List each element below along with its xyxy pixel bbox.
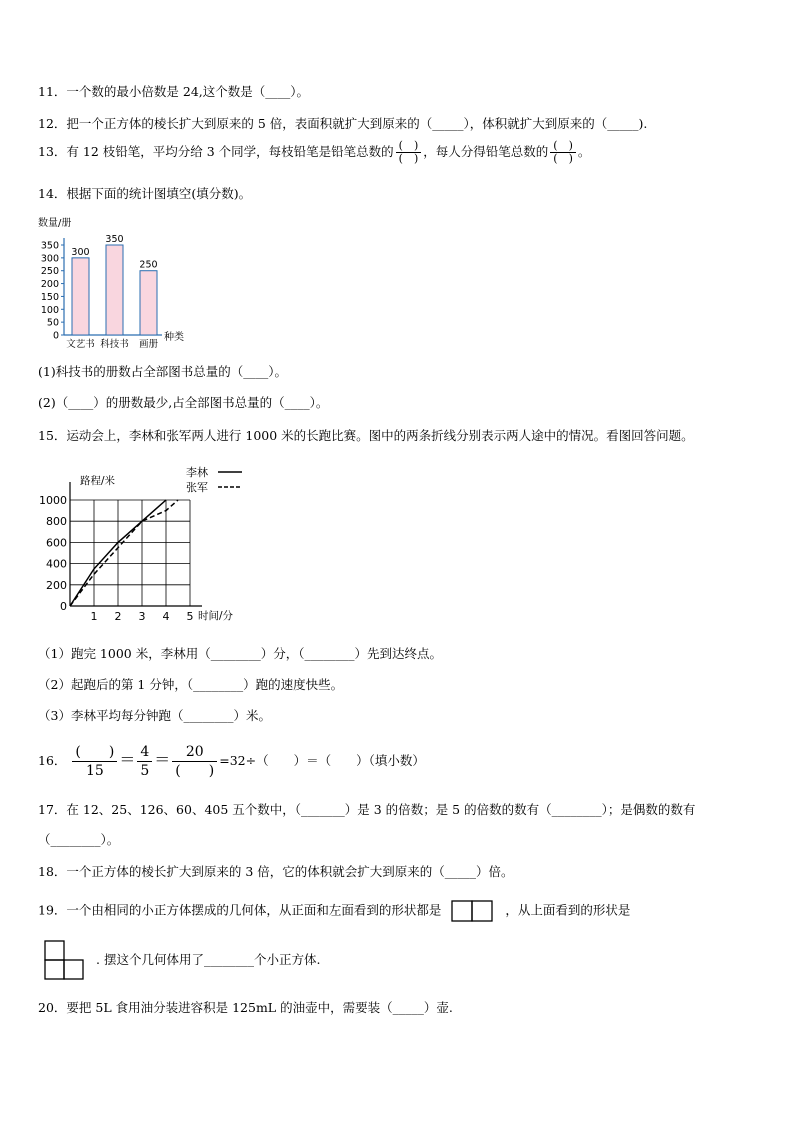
q13-fraction-2: $\frac{( )}{( )}$: [550, 140, 576, 165]
line-chart: [36, 458, 256, 628]
question-15-sub3: （3）李林平均每分钟跑（________）米。: [38, 708, 271, 723]
question-20: 20．要把 5L 食用油分装进容积是 125mL 的油壶中，需要装（_____）壶.: [38, 1000, 453, 1015]
q13-text-a: 13．有 12 枝铅笔，平均分给 3 个同学，每枝铅笔是铅笔总数的: [38, 144, 394, 159]
y-tick-label: 0: [52, 330, 59, 342]
bar-value-label: 250: [139, 259, 158, 271]
x-tick-label: 科技书: [100, 339, 129, 350]
q16-prefix: 16．: [38, 753, 67, 768]
top-view-shape: [44, 940, 86, 982]
question-19-line2: . 摆这个几何体用了________个小正方体.: [96, 952, 321, 967]
q13-text-b: ，每人分得铅笔总数的: [423, 144, 549, 159]
q13-text-c: 。: [577, 144, 591, 159]
y-tick-label: 250: [40, 266, 59, 278]
q16-fraction-1: $\frac{( )}{15}$: [72, 743, 117, 780]
question-19-line1: [38, 900, 630, 922]
question-11: 11．一个数的最小倍数是 24,这个数是（____）。: [38, 84, 310, 99]
bar: [140, 271, 157, 335]
y-tick-label: 300: [40, 253, 59, 265]
y-tick-label: 0: [60, 600, 67, 613]
q16-equals-2: ＝: [154, 750, 171, 769]
q19-text-b: ，从上面看到的形状是: [505, 902, 631, 918]
y-tick-label: 350: [40, 240, 59, 252]
x-axis-label: 种类: [164, 332, 184, 343]
bar: [106, 245, 123, 335]
y-tick-label: 50: [46, 317, 59, 329]
y-axis-label: 数量/册: [38, 218, 72, 229]
y-tick-label: 1000: [39, 494, 67, 507]
x-axis-label: 时间/分: [198, 610, 234, 622]
question-15-title: 15．运动会上，李林和张军两人进行 1000 米的长跑比赛。图中的两条折线分别表示两人途中的情况。看图回答问题。: [38, 428, 694, 443]
question-14-title: 14．根据下面的统计图填空(填分数)。: [38, 186, 252, 201]
q19-text-a: 19．一个由相同的小正方体摆成的几何体，从正面和左面看到的形状都是: [38, 902, 442, 918]
question-15-sub1: （1）跑完 1000 米，李林用（________）分，（________）先到达终点。: [38, 646, 442, 661]
q13-fraction-1: $\frac{( )}{( )}$: [396, 140, 422, 165]
q16-fraction-2: $\frac{4}{5}$: [137, 743, 152, 780]
x-tick-label: 1: [90, 610, 98, 623]
front-view-shape: [451, 900, 495, 922]
y-tick-label: 200: [40, 279, 59, 291]
y-tick-label: 100: [40, 304, 59, 316]
x-tick-label: 4: [162, 610, 170, 623]
bar-value-label: 300: [71, 246, 90, 258]
q16-fraction-3: $\frac{20}{( )}$: [172, 743, 217, 780]
x-tick-label: 5: [186, 610, 194, 623]
question-16: [38, 742, 425, 782]
question-18: 18．一个正方体的棱长扩大到原来的 3 倍，它的体积就会扩大到原来的（_____）倍。: [38, 864, 514, 879]
question-12: 12．把一个正方体的棱长扩大到原来的 5 倍，表面积就扩大到原来的（_____），体积就扩大到原来的（_____).: [38, 116, 648, 131]
legend-label: 李林: [186, 466, 208, 479]
y-tick-label: 150: [40, 291, 59, 303]
y-tick-label: 600: [46, 536, 67, 550]
question-14-sub2: (2)（____）的册数最少,占全部图书总量的（____）。: [38, 395, 329, 410]
x-tick-label: 2: [114, 610, 122, 623]
question-17-line2: （________）。: [38, 832, 120, 847]
y-axis-label: 路程/米: [80, 475, 116, 487]
question-17-line1: 17．在 12、25、126、60、405 五个数中，（_______）是 3 的倍数；是 5 的倍数的数有（________）；是偶数的数有: [38, 802, 696, 817]
bar-value-label: 350: [105, 234, 124, 245]
y-tick-label: 200: [46, 578, 67, 592]
q16-rest: =32÷（ ）＝（ ）（填小数）: [219, 753, 425, 768]
x-tick-label: 画册: [138, 339, 159, 350]
x-tick-label: 文艺书: [66, 339, 95, 350]
bar-chart: [36, 212, 206, 356]
y-tick-label: 800: [46, 515, 67, 529]
bar: [72, 258, 89, 335]
question-13: [38, 140, 590, 165]
series-line: [70, 500, 178, 606]
x-tick-label: 3: [138, 610, 146, 623]
y-tick-label: 400: [46, 557, 67, 571]
question-15-sub2: （2）起跑后的第 1 分钟，（________）跑的速度快些。: [38, 677, 344, 692]
q16-equals-1: ＝: [119, 750, 136, 769]
legend-label: 张军: [186, 481, 208, 494]
question-14-sub1: (1)科技书的册数占全部图书总量的（____）。: [38, 364, 287, 379]
